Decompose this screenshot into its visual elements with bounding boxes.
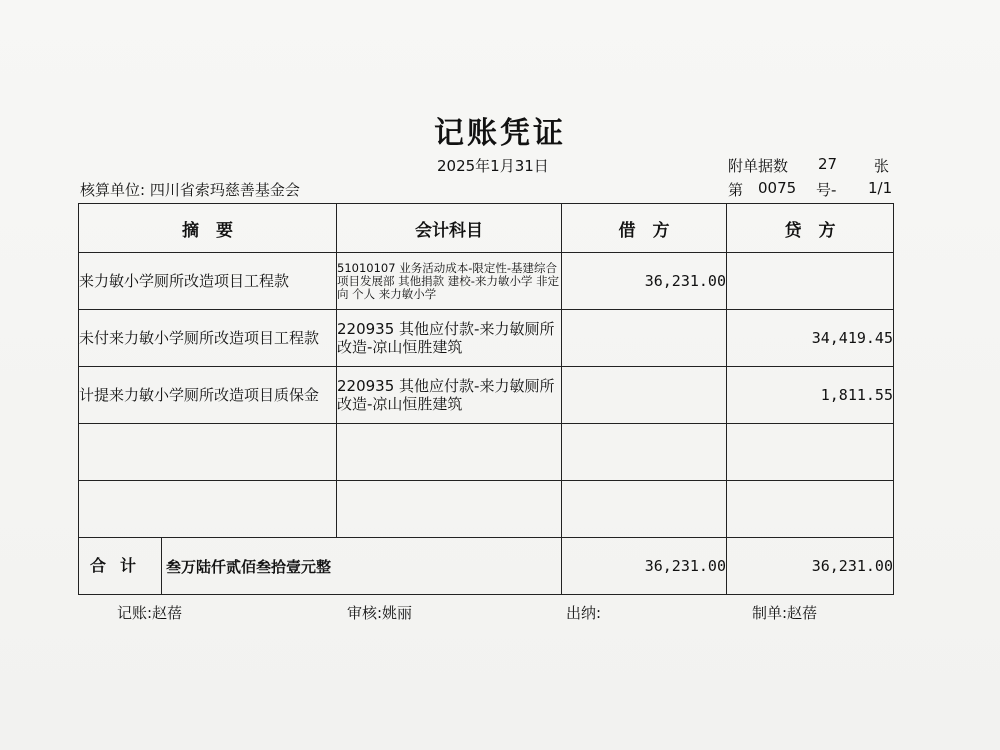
row-summary: 计提来力敏小学厕所改造项目质保金 [79, 367, 337, 424]
header-debit: 借 方 [562, 204, 727, 253]
total-label: 合计 [79, 538, 162, 594]
attachment-unit: 张 [874, 157, 890, 175]
table-row [79, 367, 894, 424]
row-subject: 220935 其他应付款-来力敏厕所改造-凉山恒胜建筑 [337, 310, 562, 367]
unit-value: 四川省索玛慈善基金会 [149, 181, 300, 199]
header-credit: 贷 方 [727, 204, 894, 253]
preparer-signature: 制单:赵蓓 [752, 604, 818, 622]
attachment-count: 27 [818, 155, 838, 173]
voucher-table [78, 203, 894, 595]
voucher-date: 2025年1月31日 [437, 157, 549, 175]
total-credit: 36,231.00 [727, 538, 894, 595]
table-row [79, 310, 894, 367]
voucher-number-prefix: 第 [728, 181, 744, 199]
total-row [79, 538, 894, 595]
cashier-signature: 出纳: [566, 604, 602, 622]
voucher-number-suffix: 号- [816, 181, 837, 199]
row-debit: 36,231.00 [562, 253, 727, 310]
row-debit [562, 310, 727, 367]
total-amount-words: 叁万陆仟贰佰叁拾壹元整 [166, 557, 332, 576]
header-subject: 会计科目 [337, 204, 562, 253]
voucher-title: 记账凭证 [434, 116, 566, 151]
reviewer-signature: 审核:姚丽 [347, 604, 413, 622]
row-credit: 34,419.45 [727, 310, 894, 367]
unit-label: 核算单位: [80, 181, 146, 199]
voucher-page: 1/1 [868, 179, 893, 197]
row-credit: 1,811.55 [727, 367, 894, 424]
row-summary: 未付来力敏小学厕所改造项目工程款 [79, 310, 337, 367]
bookkeeper-signature: 记账:赵蓓 [117, 604, 183, 622]
table-row [79, 253, 894, 310]
row-subject: 51010107 业务活动成本-限定性-基建综合项目发展部 其他捐款 建校-来力敏小学 非定向 个人 来力敏小学 [337, 253, 562, 310]
empty-row [79, 481, 894, 538]
total-debit: 36,231.00 [562, 538, 727, 595]
header-summary: 摘 要 [79, 204, 337, 253]
attachment-label: 附单据数 [728, 157, 789, 175]
row-credit [727, 253, 894, 310]
table-header-row [79, 204, 894, 253]
row-subject: 220935 其他应付款-来力敏厕所改造-凉山恒胜建筑 [337, 367, 562, 424]
empty-row [79, 424, 894, 481]
voucher-number-value: 0075 [758, 179, 797, 197]
row-debit [562, 367, 727, 424]
accounting-unit [80, 179, 300, 200]
row-summary: 来力敏小学厕所改造项目工程款 [79, 253, 337, 310]
